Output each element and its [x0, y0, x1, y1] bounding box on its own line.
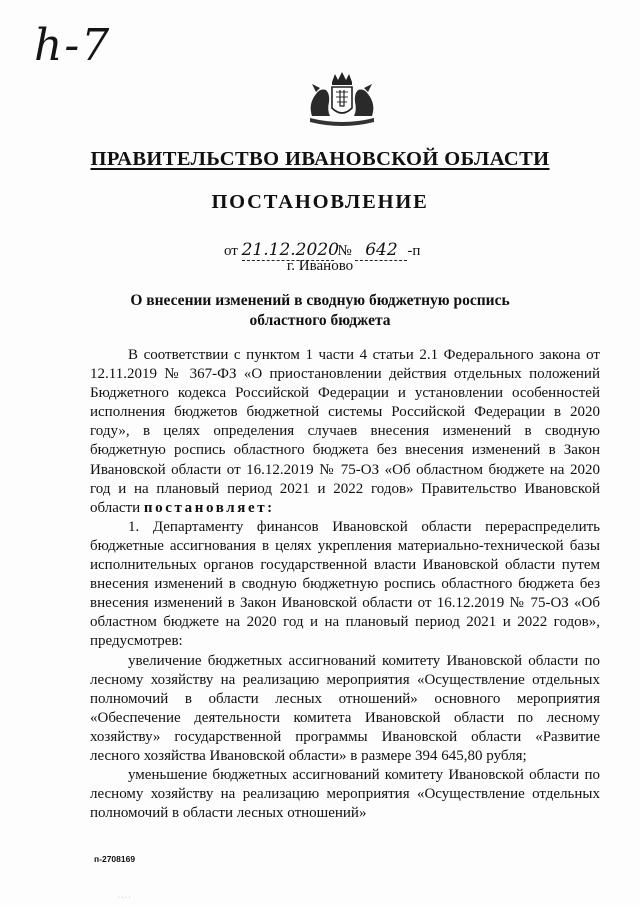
paragraph-increase: увеличение бюджетных ассигнований комитету Ивановской области по лесному хозяйству на реализацию мероприятия «Осуществление отдельных полномочий в области лесных отношений» основного мероприятия «Обеспечение деятельности комитета Ивановской области по лесному хозяйству» государственной программы Ивановской области «Развитие лесного хозяйства Ивановской области» в размере 394 645,80 рубля; — [90, 652, 600, 764]
document-body — [90, 346, 600, 823]
date-from-label: от — [224, 243, 238, 259]
paragraph-1: 1. Департаменту финансов Ивановской области перераспределить бюджетные ассигнования в целях укрепления материально-технической базы исполнительных органов государственной власти Ивановской области путем внесения изменений в сводную бюджетную роспись областного бюджета без внесения изменений в Закон Ивановской области от 16.12.2019 № 75-ОЗ «Об областном бюджете на 2020 год и на плановый период 2021 и 2022 годов», предусмотрев: — [90, 518, 600, 650]
resolves-word: постановляет: — [143, 499, 275, 516]
document-number: 642 — [355, 240, 407, 261]
number-suffix: -п — [407, 243, 421, 259]
title-line-1: О внесении изменений в сводную бюджетную роспись — [130, 292, 510, 309]
government-name: ПРАВИТЕЛЬСТВО ИВАНОВСКОЙ ОБЛАСТИ — [90, 148, 550, 170]
paragraph-preamble — [90, 346, 600, 518]
document-title — [0, 291, 640, 331]
scan-mark: · · · · — [118, 895, 131, 901]
preamble-text: В соответствии с пунктом 1 части 4 статьи 2.1 Федерального закона от 12.11.2019 № 367-ФЗ «О приостановлении действия отдельных положений Бюджетного кодекса Российской Федерации и установлении особенностей исполнения бюджетов бюджетной системы Российской Федерации в 2020 году», в целях определения случаев внесения изменений в сводную бюджетную роспись областного бюджета без внесения изменений в Закон Ивановской области от 16.12.2019 № 75-ОЗ «Об областном бюджете на 2020 год и на плановый период 2021 и 2022 годов» Правительство Ивановской области — [90, 347, 600, 516]
paragraph-decrease: уменьшение бюджетных ассигнований комитету Ивановской области по лесному хозяйству на реализацию мероприятия «Осуществление отдельных полномочий в области лесных отношений» — [90, 767, 600, 822]
document-type: ПОСТАНОВЛЕНИЕ — [211, 191, 429, 213]
document-date: 21.12.2020 — [241, 240, 339, 260]
handwritten-note: h-7 — [34, 20, 112, 71]
city: г. Иваново — [286, 258, 354, 274]
number-label: № — [337, 243, 352, 259]
coat-of-arms-icon — [302, 70, 382, 130]
document-code: п-2708169 — [94, 854, 136, 864]
title-line-2: областного бюджета — [249, 312, 391, 329]
